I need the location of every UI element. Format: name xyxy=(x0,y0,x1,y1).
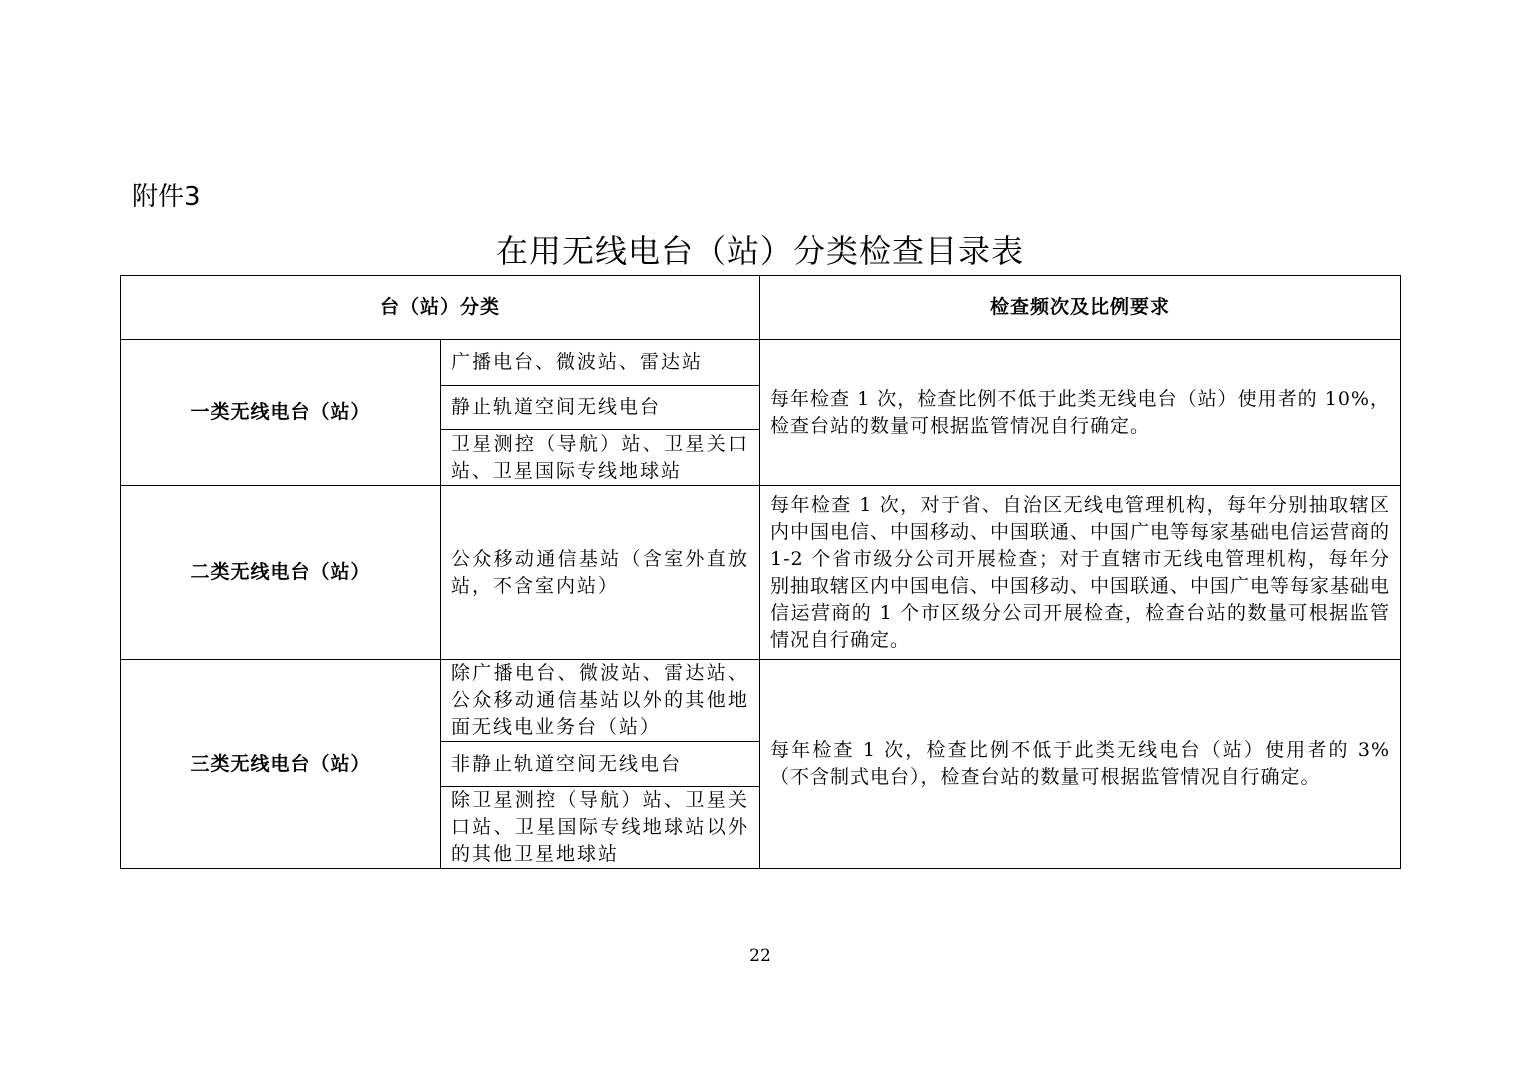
class-1-subcategory: 静止轨道空间无线电台 xyxy=(441,386,760,430)
class-3-name: 三类无线电台（站） xyxy=(121,660,441,869)
header-category: 台（站）分类 xyxy=(121,276,760,340)
table-row xyxy=(121,486,1401,660)
classification-table xyxy=(120,275,1401,869)
class-1-subcategory: 广播电台、微波站、雷达站 xyxy=(441,340,760,386)
header-requirement: 检查频次及比例要求 xyxy=(760,276,1401,340)
class-2-requirement: 每年检查 1 次，对于省、自治区无线电管理机构，每年分别抽取辖区内中国电信、中国移动、中国联通、中国广电等每家基础电信运营商的 1-2 个省市级分公司开展检查；对于直辖市无线电管理机构，每年分别抽取辖区内中国电信、中国移动、中国联通、中国广电等每家基础电信运营商的 1 个市区级分公司开展检查，检查台站的数量可根据监管情况自行确定。 xyxy=(760,486,1401,660)
table-header-row xyxy=(121,276,1401,340)
table-row xyxy=(121,660,1401,742)
class-3-requirement: 每年检查 1 次，检查比例不低于此类无线电台（站）使用者的 3%（不含制式电台），检查台站的数量可根据监管情况自行确定。 xyxy=(760,660,1401,869)
class-1-name: 一类无线电台（站） xyxy=(121,340,441,486)
class-3-subcategory: 除广播电台、微波站、雷达站、公众移动通信基站以外的其他地面无线电业务台（站） xyxy=(441,660,760,742)
table-row xyxy=(121,340,1401,386)
class-3-subcategory: 非静止轨道空间无线电台 xyxy=(441,742,760,787)
class-2-name: 二类无线电台（站） xyxy=(121,486,441,660)
page-number: 22 xyxy=(749,946,771,966)
class-3-subcategory: 除卫星测控（导航）站、卫星关口站、卫星国际专线地球站以外的其他卫星地球站 xyxy=(441,787,760,869)
class-1-subcategory: 卫星测控（导航）站、卫星关口站、卫星国际专线地球站 xyxy=(441,430,760,486)
class-2-subcategory: 公众移动通信基站（含室外直放站，不含室内站） xyxy=(441,486,760,660)
page-title: 在用无线电台（站）分类检查目录表 xyxy=(495,232,1024,270)
attachment-label: 附件3 xyxy=(132,182,201,212)
class-1-requirement: 每年检查 1 次，检查比例不低于此类无线电台（站）使用者的 10%，检查台站的数量可根据监管情况自行确定。 xyxy=(760,340,1401,486)
